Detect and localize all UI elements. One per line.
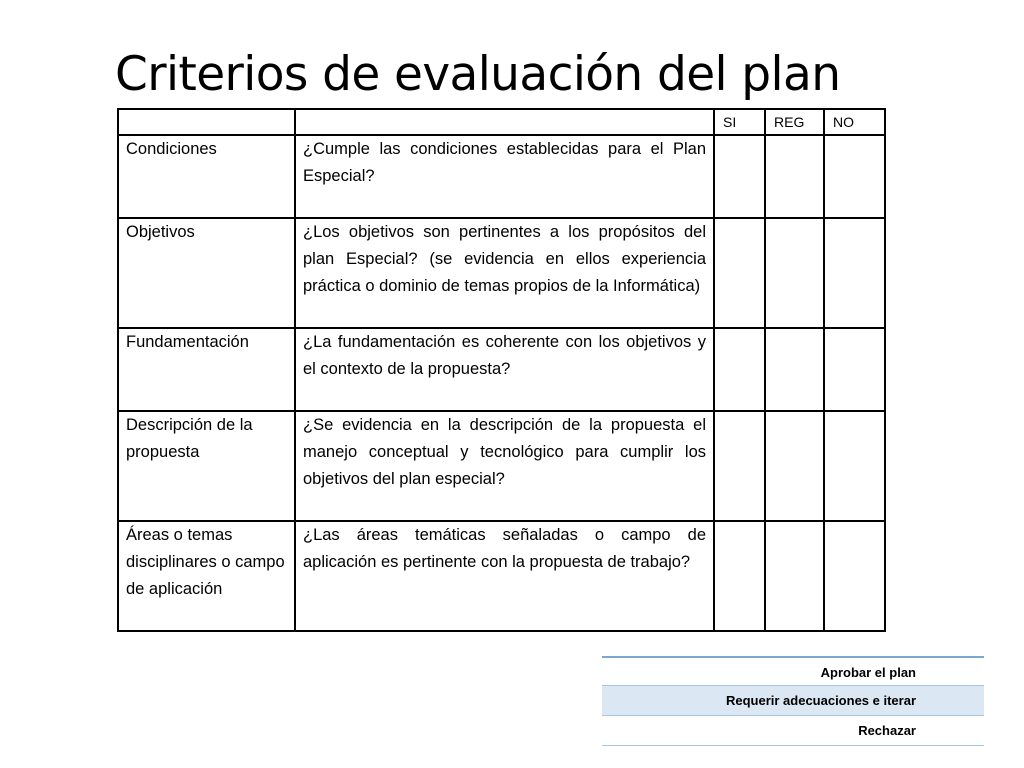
criterion-cell: Áreas o temas disciplinares o campo de aplicación	[118, 521, 295, 631]
si-cell[interactable]	[714, 328, 765, 411]
header-reg: REG	[765, 109, 824, 135]
reg-cell[interactable]	[765, 411, 824, 521]
no-cell[interactable]	[824, 135, 885, 218]
criterion-cell: Descripción de la propuesta	[118, 411, 295, 521]
table-row	[118, 411, 885, 521]
reg-cell[interactable]	[765, 218, 824, 328]
header-si: SI	[714, 109, 765, 135]
no-cell[interactable]	[824, 411, 885, 521]
criterion-cell: Condiciones	[118, 135, 295, 218]
no-cell[interactable]	[824, 328, 885, 411]
table-row	[118, 328, 885, 411]
question-cell: ¿Las áreas temáticas señaladas o campo de aplicación es pertinente con la propuesta de trabajo?	[295, 521, 714, 631]
option-require-adjustments[interactable]: Requerir adecuaciones e iterar	[602, 686, 984, 716]
table-header-row	[118, 109, 885, 135]
no-cell[interactable]	[824, 521, 885, 631]
si-cell[interactable]	[714, 218, 765, 328]
si-cell[interactable]	[714, 411, 765, 521]
option-approve[interactable]: Aprobar el plan	[602, 656, 984, 686]
header-question	[295, 109, 714, 135]
question-cell: ¿Los objetivos son pertinentes a los propósitos del plan Especial? (se evidencia en ellos experiencia práctica o dominio de temas propios de la Informática)	[295, 218, 714, 328]
header-criterion	[118, 109, 295, 135]
no-cell[interactable]	[824, 218, 885, 328]
table-row	[118, 218, 885, 328]
reg-cell[interactable]	[765, 521, 824, 631]
reg-cell[interactable]	[765, 135, 824, 218]
question-cell: ¿Cumple las condiciones establecidas para el Plan Especial?	[295, 135, 714, 218]
criterion-cell: Objetivos	[118, 218, 295, 328]
evaluation-table	[117, 108, 886, 632]
si-cell[interactable]	[714, 135, 765, 218]
decision-options	[602, 656, 984, 746]
question-cell: ¿Se evidencia en la descripción de la propuesta el manejo conceptual y tecnológico para cumplir los objetivos del plan especial?	[295, 411, 714, 521]
question-cell: ¿La fundamentación es coherente con los objetivos y el contexto de la propuesta?	[295, 328, 714, 411]
criterion-cell: Fundamentación	[118, 328, 295, 411]
reg-cell[interactable]	[765, 328, 824, 411]
table-row	[118, 521, 885, 631]
header-no: NO	[824, 109, 885, 135]
si-cell[interactable]	[714, 521, 765, 631]
table-row	[118, 135, 885, 218]
page-title: Criterios de evaluación del plan	[115, 47, 841, 102]
option-reject[interactable]: Rechazar	[602, 716, 984, 746]
